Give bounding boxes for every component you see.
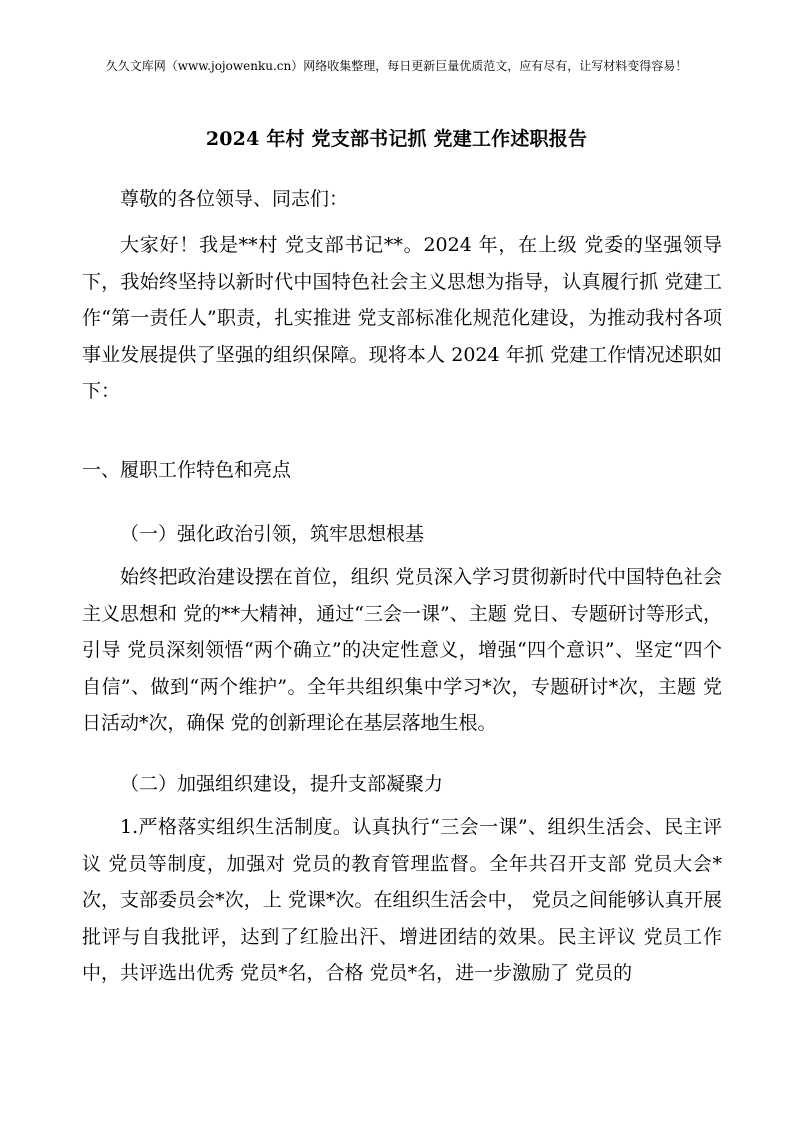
- document-title: 2024 年村 党支部书记抓 党建工作述职报告: [205, 128, 588, 150]
- subsection-2-item-1: 1.严格落实组织生活制度。认真执行“三会一课”、组织生活会、民主评议 党员等制度，加强对 党员的教育管理监督。全年共召开支部 党员大会*次，支部委员会*次，上 党课*次。在组织生活会中， 党员之间能够认真开展批评与自我批评，达到了红脸出汗、增进团结的效果。民主评议 党员工作中，共评选出优秀 党员*名，合格 党员*名，进一步激励了 党员的: [82, 816, 722, 984]
- subsection-1-body: 始终把政治建设摆在首位，组织 党员深入学习贯彻新时代中国特色社会主义思想和 党的**大精神，通过“三会一课”、主题 党日、专题研讨等形式，引导 党员深刻领悟“两个确立”的决定性意义，增强“四个意识”、坚定“四个自信”、做到“两个维护”。全年共组织集中学习*次，专题研讨*次，主题 党日活动*次，确保 党的创新理论在基层落地生根。: [82, 566, 722, 734]
- section-heading-1: 一、履职工作特色和亮点: [82, 459, 292, 481]
- intro-paragraph: 大家好！我是**村 党支部书记**。2024 年，在上级 党委的坚强领导下，我始终坚持以新时代中国特色社会主义思想为指导，认真履行抓 党建工作“第一责任人”职责，扎实推进 党支部标准化规范化建设，为推动我村各项事业发展提供了坚强的组织保障。现将本人 2024 年抓 党建工作情况述职如下：: [82, 234, 722, 402]
- subsection-heading-2: （二）加强组织建设，提升支部凝聚力: [120, 773, 444, 795]
- subsection-heading-1: （一）强化政治引领，筑牢思想根基: [120, 523, 425, 545]
- greeting: 尊敬的各位领导、同志们：: [120, 188, 349, 210]
- page-header-banner: 久久文库网（www.jojowenku.cn）网络收集整理，每日更新巨量优质范文，应有尽有，让写材料变得容易！: [105, 59, 688, 73]
